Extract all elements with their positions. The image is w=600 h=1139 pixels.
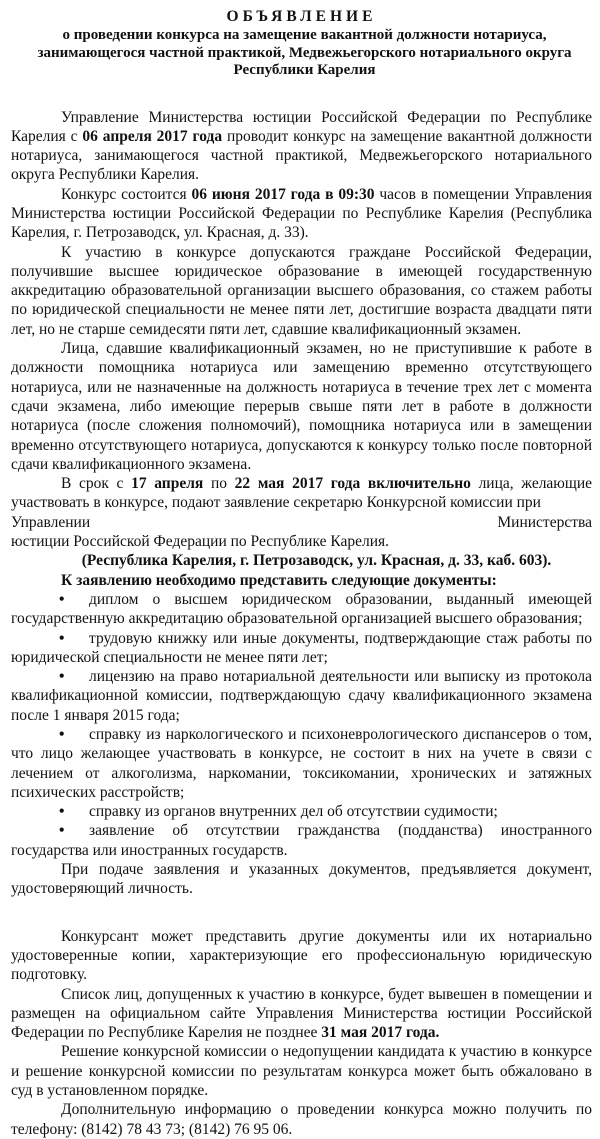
bullet-icon: •: [59, 803, 65, 821]
list-date: 31 мая 2017 года.: [321, 1024, 440, 1042]
text-segment: Список лиц, допущенных к участию в конкурсе, будет вывешен в помещении и размещен на официальном сайте Управления Министерства юстиции Российской Федерации по Республике Карелия не позднее: [11, 985, 592, 1042]
paragraph-appeal: Решение конкурсной комиссии о недопущении кандидата к участию в конкурсе и решение конкурсной комиссии по результатам конкурса может быть обжаловано в суд в установленном порядке.: [11, 1043, 592, 1100]
document-list-item: [11, 725, 592, 802]
document-list-item-text: справку из органов внутренних дел об отсутствии судимости;: [89, 803, 498, 821]
text-segment: Управлении: [11, 513, 91, 531]
text-segment: лица, желающие участвовать в конкурсе, подают заявление секретарю Конкурсной комиссии при: [11, 475, 592, 512]
document-list-item-text: трудовую книжку или иные документы, подтверждающие стаж работы по юридической специальности не менее пяти лет;: [11, 629, 592, 666]
paragraph-admitted-list: [11, 985, 592, 1043]
document-list-item: [11, 590, 592, 629]
documents-heading: К заявлению необходимо представить следующие документы:: [61, 571, 497, 589]
contest-datetime: 06 июня 2017 года в 09:30: [191, 185, 375, 203]
document-list-item-text: заявление об отсутствии гражданства (подданства) иностранного государства или иностранных государств.: [11, 822, 592, 859]
text-segment: В срок с: [61, 475, 132, 493]
paragraph-contest-date: [11, 185, 592, 243]
bullet-icon: •: [59, 590, 65, 608]
bullet-icon: •: [59, 668, 65, 686]
document-list-item: [11, 802, 592, 821]
text-segment: Управление Министерства юстиции Российской Федерации по Республике Карелия с: [11, 108, 592, 145]
split-line: [11, 513, 592, 532]
document-list-item: [11, 821, 592, 860]
paragraph-exam-conditions: Лица, сдавшие квалификационный экзамен, но не приступившие к работе в должности помощника нотариуса или замещению временно отсутствующего нотариуса, или не назначенные на должность нотариуса в течение трех лет с момента сдачи экзамена, либо имеющие перерыв свыше пяти лет в работе в должности нотариуса (после сложения полномочий), помощника нотариуса или в замещении временно отсутствующего нотариуса, допускаются к конкурсу только после повторной сдачи квалификационного экзамена.: [11, 340, 592, 473]
document-list-item: [11, 667, 592, 725]
bullet-icon: •: [59, 726, 65, 743]
document-list-item-text: справку из наркологического и психоневрологического диспансеров о том, что лицо желающее участвовать в конкурсе, не состоит в них на учете в связи с лечением от алкоголизма, наркомании, токсикомании, хронических и затяжных психических расстройств;: [11, 726, 592, 801]
paragraph-application-period: [11, 474, 592, 513]
document-list-item: [11, 629, 592, 668]
document-subtitle: о проведении конкурса на замещение вакантной должности нотариуса, занимающегося частной практикой, Медвежьегорского нотариального округа Республики Карелия: [37, 27, 572, 78]
document-body: [11, 108, 592, 1139]
period-end: 22 мая 2017 года включительно: [234, 475, 471, 493]
paragraph-eligibility: К участию в конкурсе допускаются граждане Российской Федерации, получившие высшее юридическое образование в имеющей государственную аккредитацию образовательной организации высшего образования, со стажем работы по юридической специальности не менее пяти лет, достигшие возраста двадцати пяти лет, но не старше семидесяти пяти лет, сдавшие квалификационный экзамен.: [11, 243, 592, 338]
commission-address: (Республика Карелия, г. Петрозаводск, ул. Красная, д. 33, каб. 603).: [81, 552, 552, 570]
text-segment: часов в помещении Управления Министерства юстиции Российской Федерации по Республике Карелия (Республика Карелия, г. Петрозаводск, ул. Красная, д. 33).: [11, 185, 592, 242]
paragraph-contacts: Дополнительную информацию о проведении конкурса можно получить по телефону: (8142) 78 43 73; (8142) 76 95 06.: [11, 1101, 592, 1138]
paragraph-announcement: [11, 108, 592, 185]
start-date: 06 апреля 2017 года: [82, 127, 223, 145]
text-segment: Министерства: [497, 513, 592, 531]
paragraph-additional-docs: Конкурсант может представить другие документы или их нотариально удостоверенные копии, характеризующие его профессиональную юридическую подготовку.: [11, 927, 592, 984]
document-list-item-text: лицензию на право нотариальной деятельности или выписку из протокола квалификационной комиссии, подтверждающую сдачу квалификационного экзамена после 1 января 2015 года;: [11, 668, 592, 724]
bullet-icon: •: [59, 629, 65, 647]
text-segment: проводит конкурс на замещение вакантной должности нотариуса, занимающегося частной практикой, Медвежьегорского нотариального округа Республики Карелия.: [11, 127, 592, 184]
paragraph-continuation: юстиции Российской Федерации по Республике Карелия.: [11, 533, 390, 551]
paragraph-identity: При подаче заявления и указанных документов, предъявляется документ, удостоверяющий личность.: [11, 861, 592, 898]
text-segment: по: [203, 475, 235, 493]
bullet-icon: •: [59, 822, 65, 840]
documents-list: [11, 590, 592, 860]
text-segment: Конкурс состоится: [61, 185, 192, 203]
document-list-item-text: диплом о высшем юридическом образовании, выданный имеющей государственную аккредитацию образовательной организацией высшего образования;: [11, 590, 592, 628]
document-title: ОБЪЯВЛЕНИЕ: [226, 8, 377, 25]
period-start: 17 апреля: [131, 475, 204, 493]
